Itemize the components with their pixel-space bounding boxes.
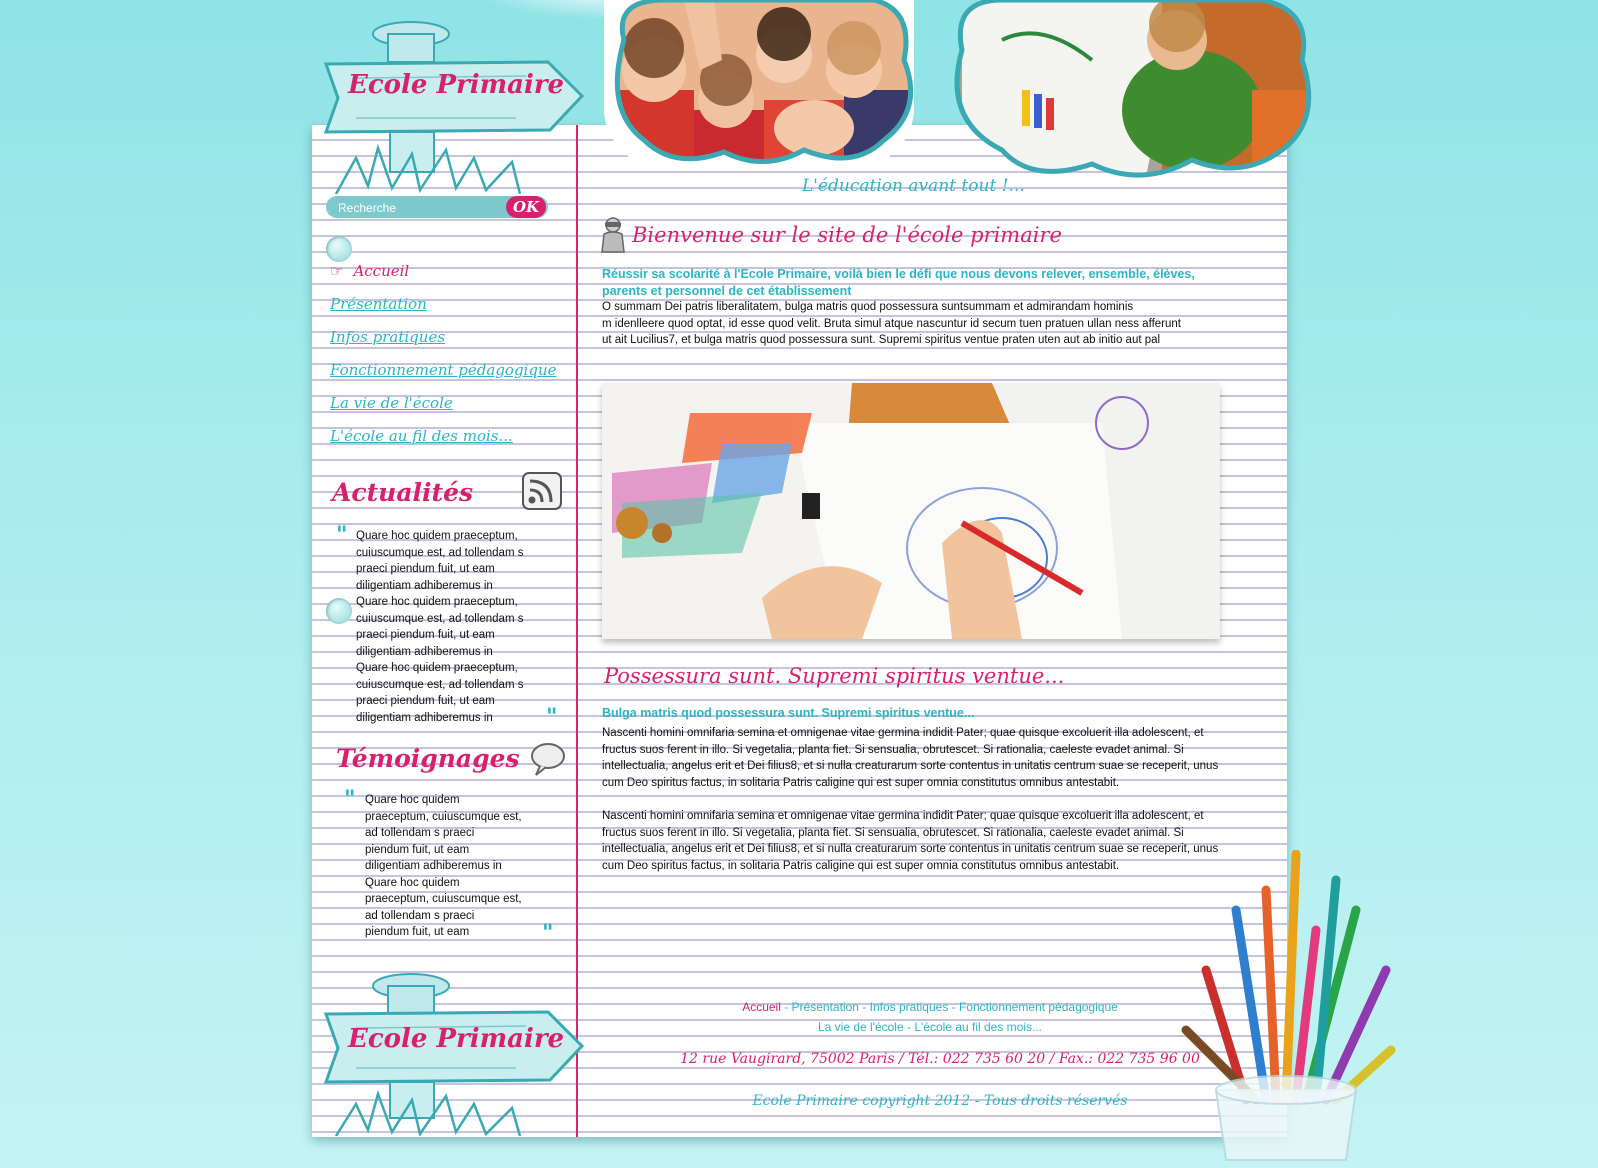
intro-line: O summam Dei patris liberalitatem, bulga matris quod possessura suntsummam et admirandam hominis xyxy=(602,301,1134,313)
open-quote-icon: " xyxy=(344,786,356,812)
separator: - xyxy=(780,1000,792,1014)
open-quote-icon: " xyxy=(336,522,348,548)
signpost-icon xyxy=(316,18,588,194)
nav-item-accueil[interactable] xyxy=(330,262,557,295)
actualites-line: cuiuscumque est, ad tollendam s xyxy=(356,546,524,559)
search-ok-button[interactable]: OK xyxy=(506,196,546,218)
temoignages-line: praeceptum, cuiuscumque est, xyxy=(365,810,522,823)
logo-text: Ecole Primaire xyxy=(348,70,565,100)
search-input[interactable] xyxy=(336,198,500,218)
actualites-line: diligentiam adhiberemus in xyxy=(356,579,493,592)
actualites-line: cuiuscumque est, ad tollendam s xyxy=(356,678,524,691)
close-quote-icon: " xyxy=(546,704,558,730)
footer-links-row-2 xyxy=(620,1018,1240,1038)
nav-item-fonctionnement[interactable]: Fonctionnement pédagogique xyxy=(330,361,557,379)
section-paragraph-2 xyxy=(602,808,1218,874)
pointing-hand-icon: ☞ xyxy=(330,262,344,280)
main-photo-drawing xyxy=(602,383,1220,639)
teacher-icon xyxy=(600,216,626,254)
nav-item-label: Accueil xyxy=(353,262,410,280)
temoignages-line: diligentiam adhiberemus in xyxy=(365,860,502,872)
temoignages-line: ad tollendam s praeci xyxy=(365,909,475,922)
section-lead: Bulga matris quod possessura sunt. Supremi spiritus ventue... xyxy=(602,706,975,720)
actualites-line: Quare hoc quidem praeceptum, xyxy=(356,530,518,542)
footer-link-presentation[interactable]: Présentation xyxy=(791,1000,859,1014)
paragraph-line: intellectualia, angelus erit et Dei filius8, et si nulla creaturarum sorte contentus in unitatis centrum suae se receperit, unus xyxy=(602,843,1219,855)
intro-line: m idenlleere quod optat, id esse quod velit. Bruta simul atque nascuntur id secum tuen pratuen ullan ness afferunt xyxy=(602,317,1181,330)
children-photo-image xyxy=(604,0,914,168)
main-nav xyxy=(330,262,557,460)
actualites-line: praeci piendum fuit, ut eam xyxy=(356,695,495,707)
paragraph-line: fructus suos ferent in illo. Si vegetalia, planta fiet. Si sensualia, obrutescet. Si rationalia, caeleste evadet animal. Si xyxy=(602,826,1184,839)
footer-logo-text: Ecole Primaire xyxy=(348,1024,565,1054)
temoignages-line: Quare hoc quidem xyxy=(365,876,460,889)
pencil-cup-icon xyxy=(1176,850,1398,1168)
binder-hole-bottom xyxy=(326,598,352,624)
speech-bubble-icon xyxy=(530,742,566,776)
binder-hole-top xyxy=(326,236,352,262)
paragraph-line: cum Deo spiritus factus, in solitaria Patris caligine qui est super omnia constitutus omnibus antestabit. xyxy=(602,776,1120,789)
nav-item-vie-ecole[interactable]: La vie de l'école xyxy=(330,394,453,412)
temoignages-text xyxy=(365,792,522,941)
child-drawing-photo-image xyxy=(602,383,1220,639)
section-paragraph-1 xyxy=(602,725,1218,791)
footer-links-row-1 xyxy=(620,998,1240,1018)
paragraph-line: cum Deo spiritus factus, in solitaria Patris caligine qui est super omnia constitutus omnibus antestabit. xyxy=(602,859,1120,872)
footer-copyright: Ecole Primaire copyright 2012 - Tous droits réservés xyxy=(752,1093,1128,1109)
separator: - xyxy=(948,1000,959,1014)
logo-sign[interactable] xyxy=(316,18,588,194)
paragraph-line: fructus suos ferent in illo. Si vegetalia, planta fiet. Si sensualia, obrutescet. Si rationalia, caeleste evadet animal. Si xyxy=(602,743,1184,756)
close-quote-icon: " xyxy=(542,920,554,946)
separator: - xyxy=(858,1000,870,1014)
header-photo-drawing-child xyxy=(922,0,1324,196)
nav-item-fil-des-mois[interactable]: L'école au fil des mois... xyxy=(330,427,513,445)
actualites-line: Quare hoc quidem praeceptum, xyxy=(356,596,518,608)
footer-link-infos-pratiques[interactable]: Infos pratiques xyxy=(869,1000,949,1014)
rss-icon[interactable] xyxy=(522,472,562,510)
actualites-line: diligentiam adhiberemus in xyxy=(356,645,493,658)
footer-link-fil-des-mois[interactable]: L'école au fil des mois... xyxy=(914,1019,1043,1034)
temoignages-title: Témoignages xyxy=(336,744,520,773)
actualites-text xyxy=(356,528,523,726)
temoignages-line: Quare hoc quidem xyxy=(365,794,460,806)
header-photo-children xyxy=(604,0,914,168)
footer-link-accueil[interactable]: Accueil xyxy=(742,1000,781,1014)
paragraph-line: intellectualia, angelus erit et Dei filius8, et si nulla creaturarum sorte contentus in unitatis centrum suae se receperit, unus xyxy=(602,760,1219,772)
paragraph-line: Nascenti homini omnifaria semina et omnigenae vitae germina indidit Pater; quae quisque excoluerit illa adolescent, et xyxy=(602,727,1204,739)
actualites-line: praeci piendum fuit, ut eam xyxy=(356,629,495,641)
footer-links xyxy=(620,998,1240,1037)
nav-item-presentation[interactable]: Présentation xyxy=(330,295,427,313)
separator: - xyxy=(903,1019,915,1034)
actualites-line: diligentiam adhiberemus in xyxy=(356,711,493,724)
intro-line: ut ait Lucilius7, et bulga matris quod possessura sunt. Supremi spiritus ventue praten uten aut ab initio aut pal xyxy=(602,334,1161,346)
welcome-title: Bienvenue sur le site de l'école primaire xyxy=(632,223,1062,247)
nav-item-infos-pratiques[interactable]: Infos pratiques xyxy=(330,328,446,346)
footer-address: 12 rue Vaugirard, 75002 Paris / Tél.: 022 735 60 20 / Fax.: 022 735 96 00 xyxy=(680,1051,1200,1067)
footer-logo-sign[interactable] xyxy=(316,970,588,1136)
temoignages-line: praeceptum, cuiuscumque est, xyxy=(365,893,522,905)
temoignages-line: piendum fuit, ut eam xyxy=(365,926,470,938)
welcome-lead: Réussir sa scolarité à l'Ecole Primaire, voilà bien le défi que nous devons relever, ensemble, élèves, parents et personnel de cet établissement xyxy=(602,267,1195,298)
intro-paragraph xyxy=(602,299,1181,349)
footer-link-vie-ecole[interactable]: La vie de l'école xyxy=(817,1019,904,1034)
temoignages-line: piendum fuit, ut eam xyxy=(365,843,470,856)
paragraph-line: Nascenti homini omnifaria semina et omnigenae vitae germina indidit Pater; quae quisque excoluerit illa adolescent, et xyxy=(602,810,1204,822)
actualites-line: cuiuscumque est, ad tollendam s xyxy=(356,612,524,625)
site-tagline: L'éducation avant tout !... xyxy=(802,176,1025,196)
section-title: Possessura sunt. Supremi spiritus ventue... xyxy=(604,664,1065,688)
footer-link-fonctionnement[interactable]: Fonctionnement pédagogique xyxy=(959,1000,1118,1014)
actualites-line: Quare hoc quidem praeceptum, xyxy=(356,662,518,674)
actualites-title: Actualités xyxy=(332,478,474,507)
drawing-child-photo-image xyxy=(922,0,1324,196)
temoignages-line: ad tollendam s praeci xyxy=(365,827,475,839)
actualites-line: praeci piendum fuit, ut eam xyxy=(356,563,495,575)
